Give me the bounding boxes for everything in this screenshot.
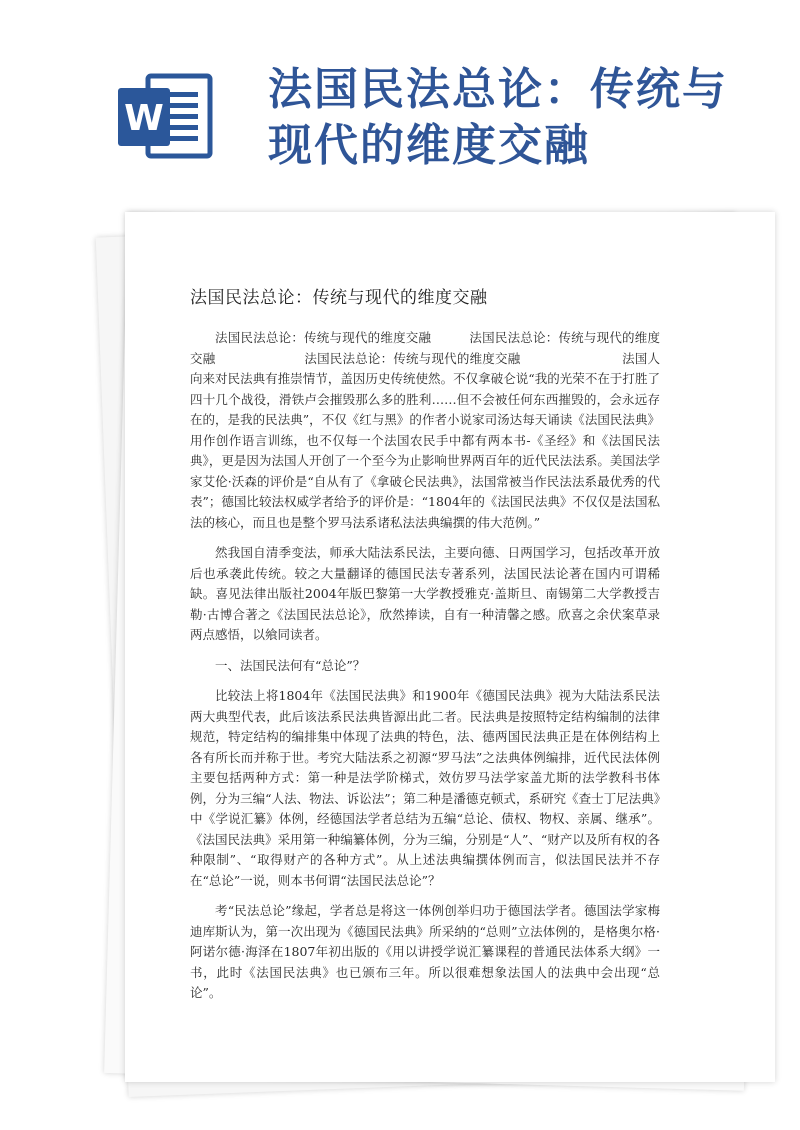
section-heading: 一、法国民法何有“总论”？ (215, 657, 366, 673)
paragraph-background: 然我国自清季变法，师承大陆法系民法，主要向德、日两国学习，包括改革开放后也承袭此传统。较之大量翻译的德国民法专著系列，法国民法论著在国内可谓稀缺。喜见法律出版社2004年版巴黎第一大学教授雅克·盖斯旦、南锡第二大学教授吉勒·古博合著之《法国民法总论》，欣然捧读，自有一种清馨之感。欣喜之余伏案草录两点感悟，以飨同读者。 (190, 545, 660, 642)
banner-title: 法国民法总论：传统与现代的维度交融 (268, 64, 728, 171)
paragraph-intro: 法国民法总论：传统与现代的维度交融 法国民法总论：传统与现代的维度交融 法国民法总论：传统与现代的维度交融 法国人向来对民法典有推崇情节，盖因历史传统使然。不仅拿破仑说“我的光荣不在于打胜了四十几个战役，滑铁卢会摧毁那么多的胜利……但不会被任何东西摧毁的，会永远存在的，是我的民法典”，不仅《红与黑》的作者小说家司汤达每天诵读《法国民法典》用作创作语言训练，也不仅每一个法国农民手中都有两本书-《圣经》和《法国民法典》，更是因为法国人开创了一个至今为止影响世界两百年的近代民法法系。美国法学家艾伦·沃森的评价是“自从有了《拿破仑民法典》，法国常被当作民法法系最优秀的代表”；德国比较法权威学者给予的评价是：“1804年的《法国民法典》不仅仅是法国私法的核心，而且也是整个罗马法系诸私法法典编撰的伟大范例。” (190, 330, 660, 530)
document-title: 法国民法总论：传统与现代的维度交融 (190, 288, 488, 308)
paragraph-comparison: 比较法上将1804年《法国民法典》和1900年《德国民法典》视为大陆法系民法两大典型代表，此后该法系民法典皆源出此二者。民法典是按照特定结构编制的法律规范，特定结构的编排集中体现了法典的特色，法、德两国民法典正是在体例结构上各有所长而并称于世。考究大陆法系之初源“罗马法”之法典体例编排，近代民法体例主要包括两种方式：第一种是法学阶梯式，效仿罗马法学家盖尤斯的法学教科书体例，分为三编“人法、物法、诉讼法”；第二种是潘德克顿式，系研究《查士丁尼法典》中《学说汇纂》体例，经德国法学者总结为五编“总论、债权、物权、亲属、继承”。《法国民法典》采用第一种编纂体例，分为三编，分别是“人”、“财产以及所有权的各种限制”、“取得财产的各种方式”。从上述法典编撰体例而言，似法国民法并不存在“总论”一说，则本书何谓“法国民法总论”？ (190, 688, 660, 888)
word-document-icon (114, 70, 214, 162)
paragraph-origin: 考“民法总论”缘起，学者总是将这一体例创举归功于德国法学者。德国法学家梅迪库斯认为，第一次出现为《德国民法典》所采纳的“总则”立法体例的，是格奥尔格·阿诺尔德·海泽在1807年初出版的《用以讲授学说汇纂课程的普通民法体系大纲》一书，此时《法国民法典》也已颁布三年。所以很难想象法国人的法典中会出现“总论”。 (190, 903, 660, 1000)
document-body (190, 328, 660, 1014)
word-logo-letter: W (124, 98, 164, 139)
